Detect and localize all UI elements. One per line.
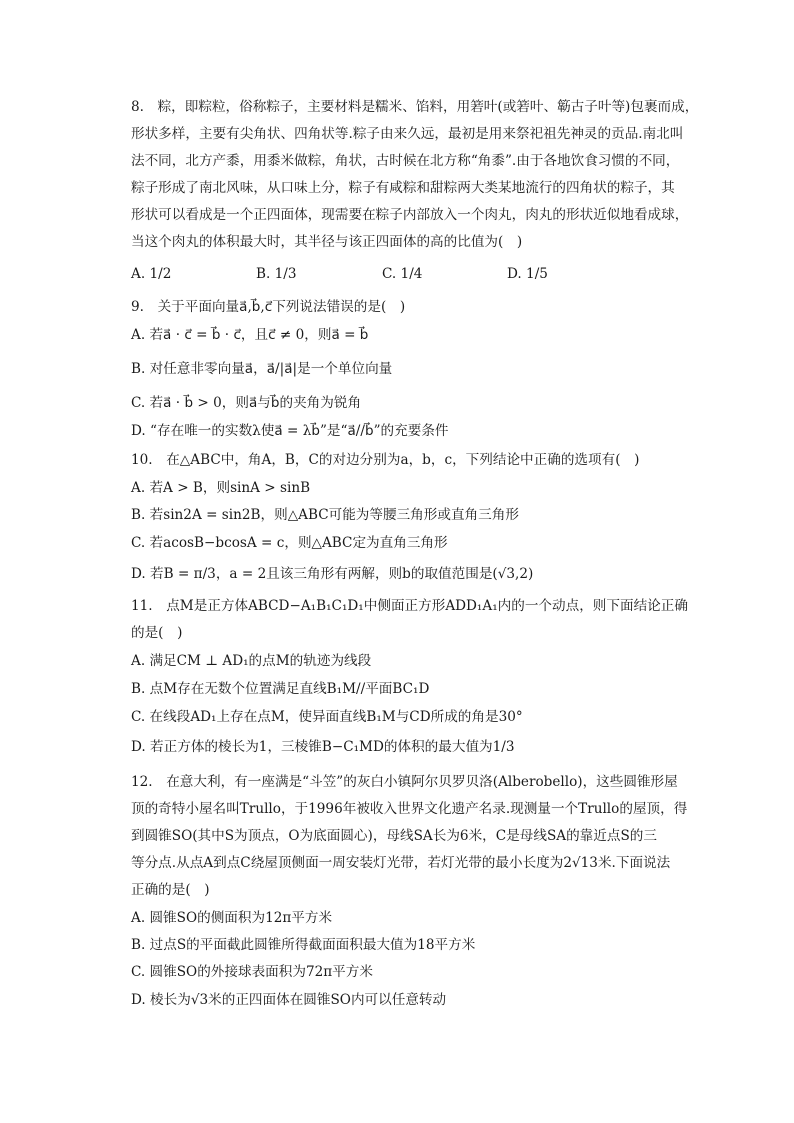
q9-option-d: D. “存在唯一的实数λ使a⃗ = λb⃗”是“a⃗//b⃗”的充要条件 [131, 423, 449, 439]
q11-line-1: 11. 点M是正方体ABCD−A₁B₁C₁D₁中侧面正方形ADD₁A₁内的一个动点，则下面结论正确 [131, 598, 688, 614]
q11-option-a: A. 满足CM ⊥ AD₁的点M的轨迹为线段 [131, 653, 372, 669]
q8-line-1: 8. 粽，即粽粒，俗称粽子，主要材料是糯米、馅料，用箬叶(或箬叶、簕古子叶等)包裹而成， [131, 99, 699, 115]
q8-option-d: D. 1/5 [507, 266, 548, 282]
q10-option-d: D. 若B = π/3，a = 2且该三角形有两解，则b的取值范围是(√3,2) [131, 566, 534, 582]
q12-option-d: D. 棱长为√3米的正四面体在圆锥SO内可以任意转动 [131, 992, 447, 1008]
q12-line-1: 12. 在意大利，有一座满是“斗笠”的灰白小镇阿尔贝罗贝洛(Alberobello)，这些圆锥形屋 [131, 774, 678, 790]
q9-stem: 9. 关于平面向量a⃗,b⃗,c⃗下列说法错误的是( ) [131, 299, 406, 315]
q10-option-b: B. 若sin2A = sin2B，则△ABC可能为等腰三角形或直角三角形 [131, 507, 519, 523]
q8-line-3: 法不同，北方产黍，用黍米做粽，角状，古时候在北方称“角黍”.由于各地饮食习惯的不同， [131, 153, 680, 169]
q12-line-3: 到圆锥SO(其中S为顶点，O为底面圆心)，母线SA长为6米，C是母线SA的靠近点S的三 [131, 828, 657, 844]
q10-stem: 10. 在△ABC中，角A，B，C的对边分别为a，b，c，下列结论中正确的选项有( ) [131, 452, 640, 468]
q9-option-c: C. 若a⃗ · b⃗ > 0，则a⃗与b⃗的夹角为锐角 [131, 395, 362, 411]
q8-option-b: B. 1/3 [256, 266, 297, 282]
q12-line-4: 等分点.从点A到点C绕屋顶侧面一周安装灯光带，若灯光带的最小长度为2√13米.下面说法 [131, 855, 671, 871]
q11-option-b: B. 点M存在无数个位置满足直线B₁M//平面BC₁D [131, 681, 430, 697]
q12-option-c: C. 圆锥SO的外接球表面积为72π平方米 [131, 964, 373, 980]
q8-option-a: A. 1/2 [131, 266, 172, 282]
q12-option-b: B. 过点S的平面截此圆锥所得截面面积最大值为18平方米 [131, 937, 476, 953]
q11-option-c: C. 在线段AD₁上存在点M，使异面直线B₁M与CD所成的角是30° [131, 709, 523, 725]
q8-line-6: 当这个肉丸的体积最大时，其半径与该正四面体的高的比值为( ) [131, 234, 523, 250]
q11-line-2: 的是( ) [131, 625, 183, 641]
q12-line-2: 顶的奇特小屋名叫Trullo，于1996年被收入世界文化遗产名录.现测量一个Trullo的屋顶，得 [131, 801, 688, 817]
q8-line-4: 粽子形成了南北风味，从口味上分，粽子有咸粽和甜粽两大类某地流行的四角状的粽子，其 [131, 180, 675, 196]
q12-line-5: 正确的是( ) [131, 882, 210, 898]
q8-line-2: 形状多样，主要有尖角状、四角状等.粽子由来久远，最初是用来祭祀祖先神灵的贡品.南北叫 [131, 126, 684, 142]
q10-option-c: C. 若acosB−bcosA = c，则△ABC定为直角三角形 [131, 535, 448, 551]
q10-option-a: A. 若A > B，则sinA > sinB [131, 480, 311, 496]
q11-option-d: D. 若正方体的棱长为1，三棱锥B−C₁MD的体积的最大值为1/3 [131, 739, 515, 755]
q9-option-a: A. 若a⃗ · c⃗ = b⃗ · c⃗，且c⃗ ≠ 0，则a⃗ = b⃗ [131, 327, 369, 343]
q9-option-b: B. 对任意非零向量a⃗，a⃗/|a⃗|是一个单位向量 [131, 361, 393, 377]
q8-option-c: C. 1/4 [382, 266, 423, 282]
q8-line-5: 形状可以看成是一个正四面体，现需要在粽子内部放入一个肉丸，肉丸的形状近似地看成球， [131, 207, 689, 223]
q12-option-a: A. 圆锥SO的侧面积为12π平方米 [131, 910, 333, 926]
